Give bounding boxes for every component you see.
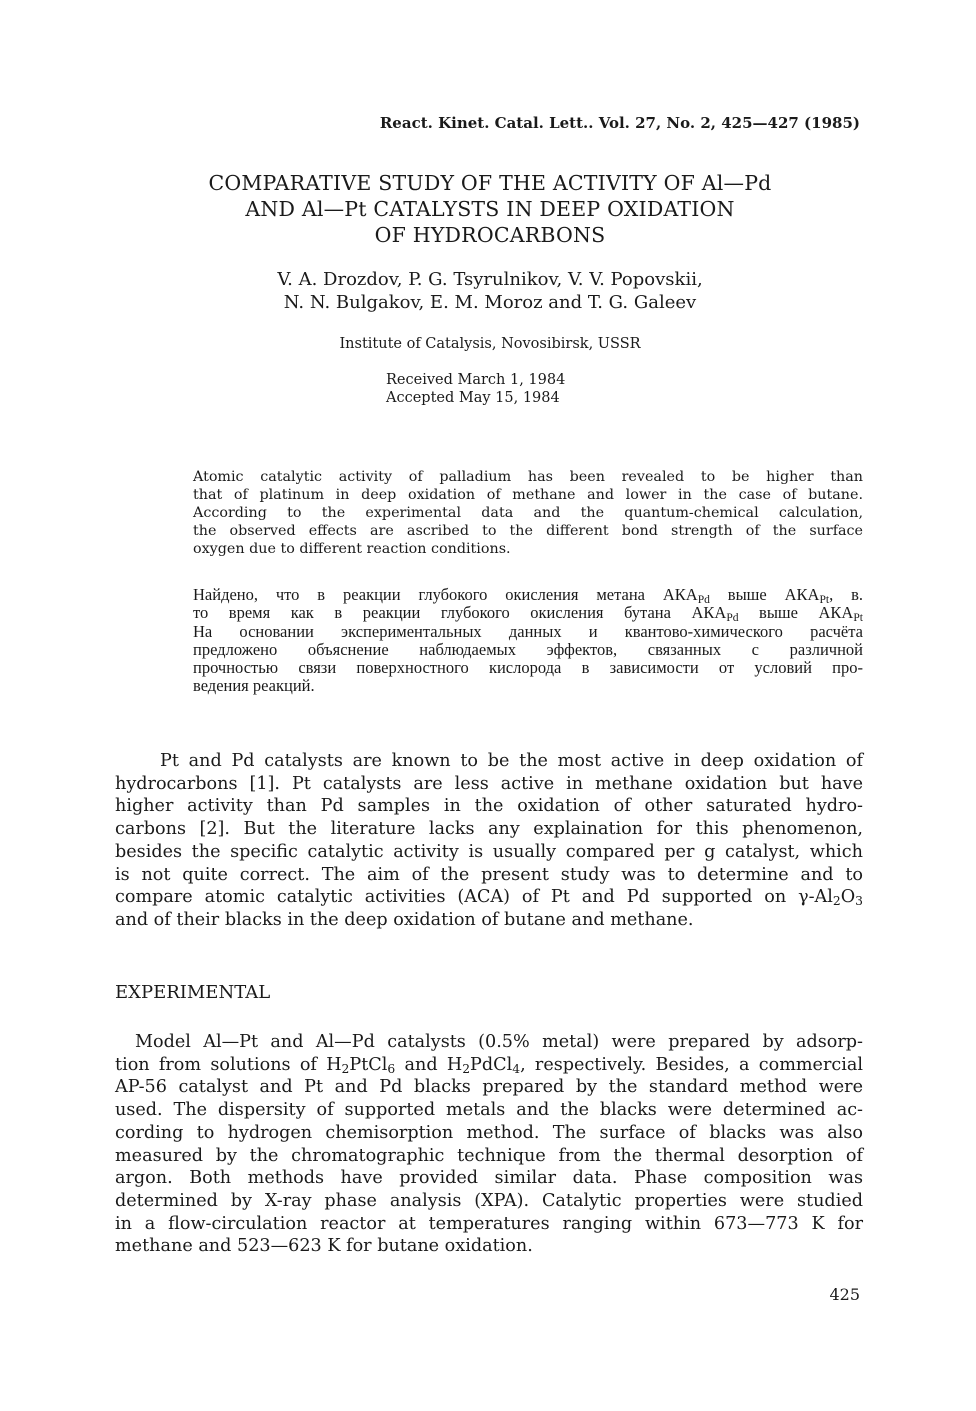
text-run: is not quite correct. The aim of the present study was to determine and to (115, 864, 863, 885)
authors-line: N. N. Bulgakov, E. M. Moroz and T. G. Galeev (283, 291, 697, 313)
text-line (115, 1213, 863, 1236)
title-line: OF HYDROCARBONS (374, 223, 606, 247)
text-run: PtCl (349, 1054, 388, 1075)
text-line (115, 909, 863, 932)
text-line (193, 603, 863, 625)
text-run: , в. (829, 585, 864, 604)
subscript: 2 (832, 894, 841, 909)
subscript: Pt (819, 593, 830, 606)
text-run: argon. Both methods have provided similar data. Phase composition was (115, 1168, 863, 1189)
affiliation: Institute of Catalysis, Novosibirsk, USSR (339, 336, 641, 352)
text-line (115, 1031, 863, 1054)
subscript: 3 (855, 894, 863, 909)
text-line (193, 504, 863, 522)
text-run: tion from solutions of H (115, 1054, 342, 1075)
text-line (193, 623, 863, 641)
text-line (115, 886, 863, 909)
text-run: PdCl (470, 1054, 513, 1075)
text-run: ведения реакций. (193, 676, 315, 696)
text-run: cording to hydrogen chemisorption method. The surface of blacks was also (115, 1122, 863, 1143)
text-run: то время как в реакции глубокого окисления бутана АКА (193, 603, 727, 623)
received-date: Received March 1, 1984 (386, 372, 566, 388)
text-run: oxygen due to different reaction conditions. (193, 541, 511, 557)
text-run: Найдено, что в реакции глубокого окисления метана АКА (193, 585, 698, 604)
accepted-date: Accepted May 15, 1984 (386, 390, 560, 406)
text-run: Pt and Pd catalysts are known to be the most active in deep oxidation of (160, 751, 863, 771)
text-run: O (840, 887, 856, 908)
abstract-english (193, 468, 863, 558)
text-run: that of platinum in deep oxidation of methane and lower in the case of butane. (193, 487, 863, 503)
subscript: 2 (462, 1061, 471, 1076)
text-line (193, 659, 863, 677)
text-run: besides the specific catalytic activity is usually compared per g catalyst, which (115, 841, 863, 862)
text-line (193, 586, 863, 604)
text-line (193, 677, 863, 695)
text-line (115, 1054, 863, 1077)
title-line: COMPARATIVE STUDY OF THE ACTIVITY OF Al—Pd (208, 171, 772, 195)
subscript: Pd (697, 593, 710, 606)
text-run: выше АКА (709, 585, 820, 604)
text-run: and H (395, 1054, 463, 1075)
subscript: Pt (853, 612, 863, 625)
dates (386, 371, 565, 407)
subscript: 4 (512, 1061, 521, 1076)
text-run: higher activity than Pd samples in the oxidation of other saturated hydro- (115, 796, 863, 817)
authors (100, 269, 880, 314)
text-run: measured by the chromatographic technique from the thermal desorption of (115, 1145, 863, 1166)
text-run: carbons [2]. But the literature lacks any explaination for this phenomenon, (115, 819, 863, 840)
title-line: AND Al—Pt CATALYSTS IN DEEP OXIDATION (245, 197, 735, 221)
text-run: прочностью связи поверхностного кислорода в зависимости от условий про- (193, 658, 863, 678)
text-run: , respectively. Besides, a commercial (520, 1054, 863, 1075)
text-line (115, 1235, 863, 1258)
experimental-paragraph (115, 1031, 863, 1258)
text-run: На основании экспериментальных данных и квантово-химического расчёта (193, 621, 863, 641)
text-line (193, 486, 863, 504)
text-line (115, 864, 863, 887)
text-line (115, 1122, 863, 1145)
text-line (193, 540, 863, 558)
paper-title (100, 170, 880, 248)
text-line (115, 750, 863, 773)
text-run: Atomic catalytic activity of palladium has been revealed to be higher than (193, 469, 863, 485)
text-line (115, 1167, 863, 1190)
text-line (193, 468, 863, 486)
text-run: compare atomic catalytic activities (ACA) of Pt and Pd supported on γ-Al (115, 887, 833, 908)
text-line (115, 1099, 863, 1122)
text-line (193, 641, 863, 659)
text-line (115, 1145, 863, 1168)
text-run: Model Al—Pt and Al—Pd catalysts (0.5% metal) were prepared by adsorp- (135, 1032, 863, 1052)
section-heading: EXPERIMENTAL (115, 982, 271, 1003)
text-line (115, 773, 863, 796)
text-run: AP-56 catalyst and Pt and Pd blacks prepared by the standard method were (115, 1077, 863, 1098)
text-line (115, 841, 863, 864)
text-run: the observed effects are ascribed to the different bond strength of the surface (193, 523, 863, 539)
subscript: Pd (726, 612, 739, 625)
text-run: used. The dispersity of supported metals and the blacks were determined ac- (115, 1100, 863, 1121)
intro-paragraph (115, 750, 863, 932)
text-run: and of their blacks in the deep oxidation of butane and methane. (115, 909, 694, 930)
text-line (115, 795, 863, 818)
text-run: in a flow-circulation reactor at temperatures ranging within 673—773 K for (115, 1213, 863, 1234)
page-number: 425 (829, 1285, 860, 1304)
subscript: 2 (341, 1061, 350, 1076)
text-run: выше АКА (738, 603, 854, 623)
text-line (193, 522, 863, 540)
text-run: hydrocarbons [1]. Pt catalysts are less active in methane oxidation but have (115, 773, 863, 794)
text-run: предложено объяснение наблюдаемых эффектов, связанных с различной (193, 639, 863, 659)
text-line (115, 1190, 863, 1213)
subscript: 6 (387, 1061, 396, 1076)
text-run: According to the experimental data and the quantum-chemical calculation, (193, 505, 863, 521)
text-line (115, 1076, 863, 1099)
journal-citation: React. Kinet. Catal. Lett.. Vol. 27, No. 2, 425—427 (1985) (379, 114, 860, 132)
text-run: determined by X-ray phase analysis (XPA). Catalytic properties were studied (115, 1190, 863, 1211)
authors-line: V. A. Drozdov, P. G. Tsyrulnikov, V. V. Popovskii, (277, 269, 703, 290)
text-line (115, 818, 863, 841)
text-run: methane and 523—623 K for butane oxidation. (115, 1236, 533, 1257)
abstract-russian (193, 586, 863, 696)
